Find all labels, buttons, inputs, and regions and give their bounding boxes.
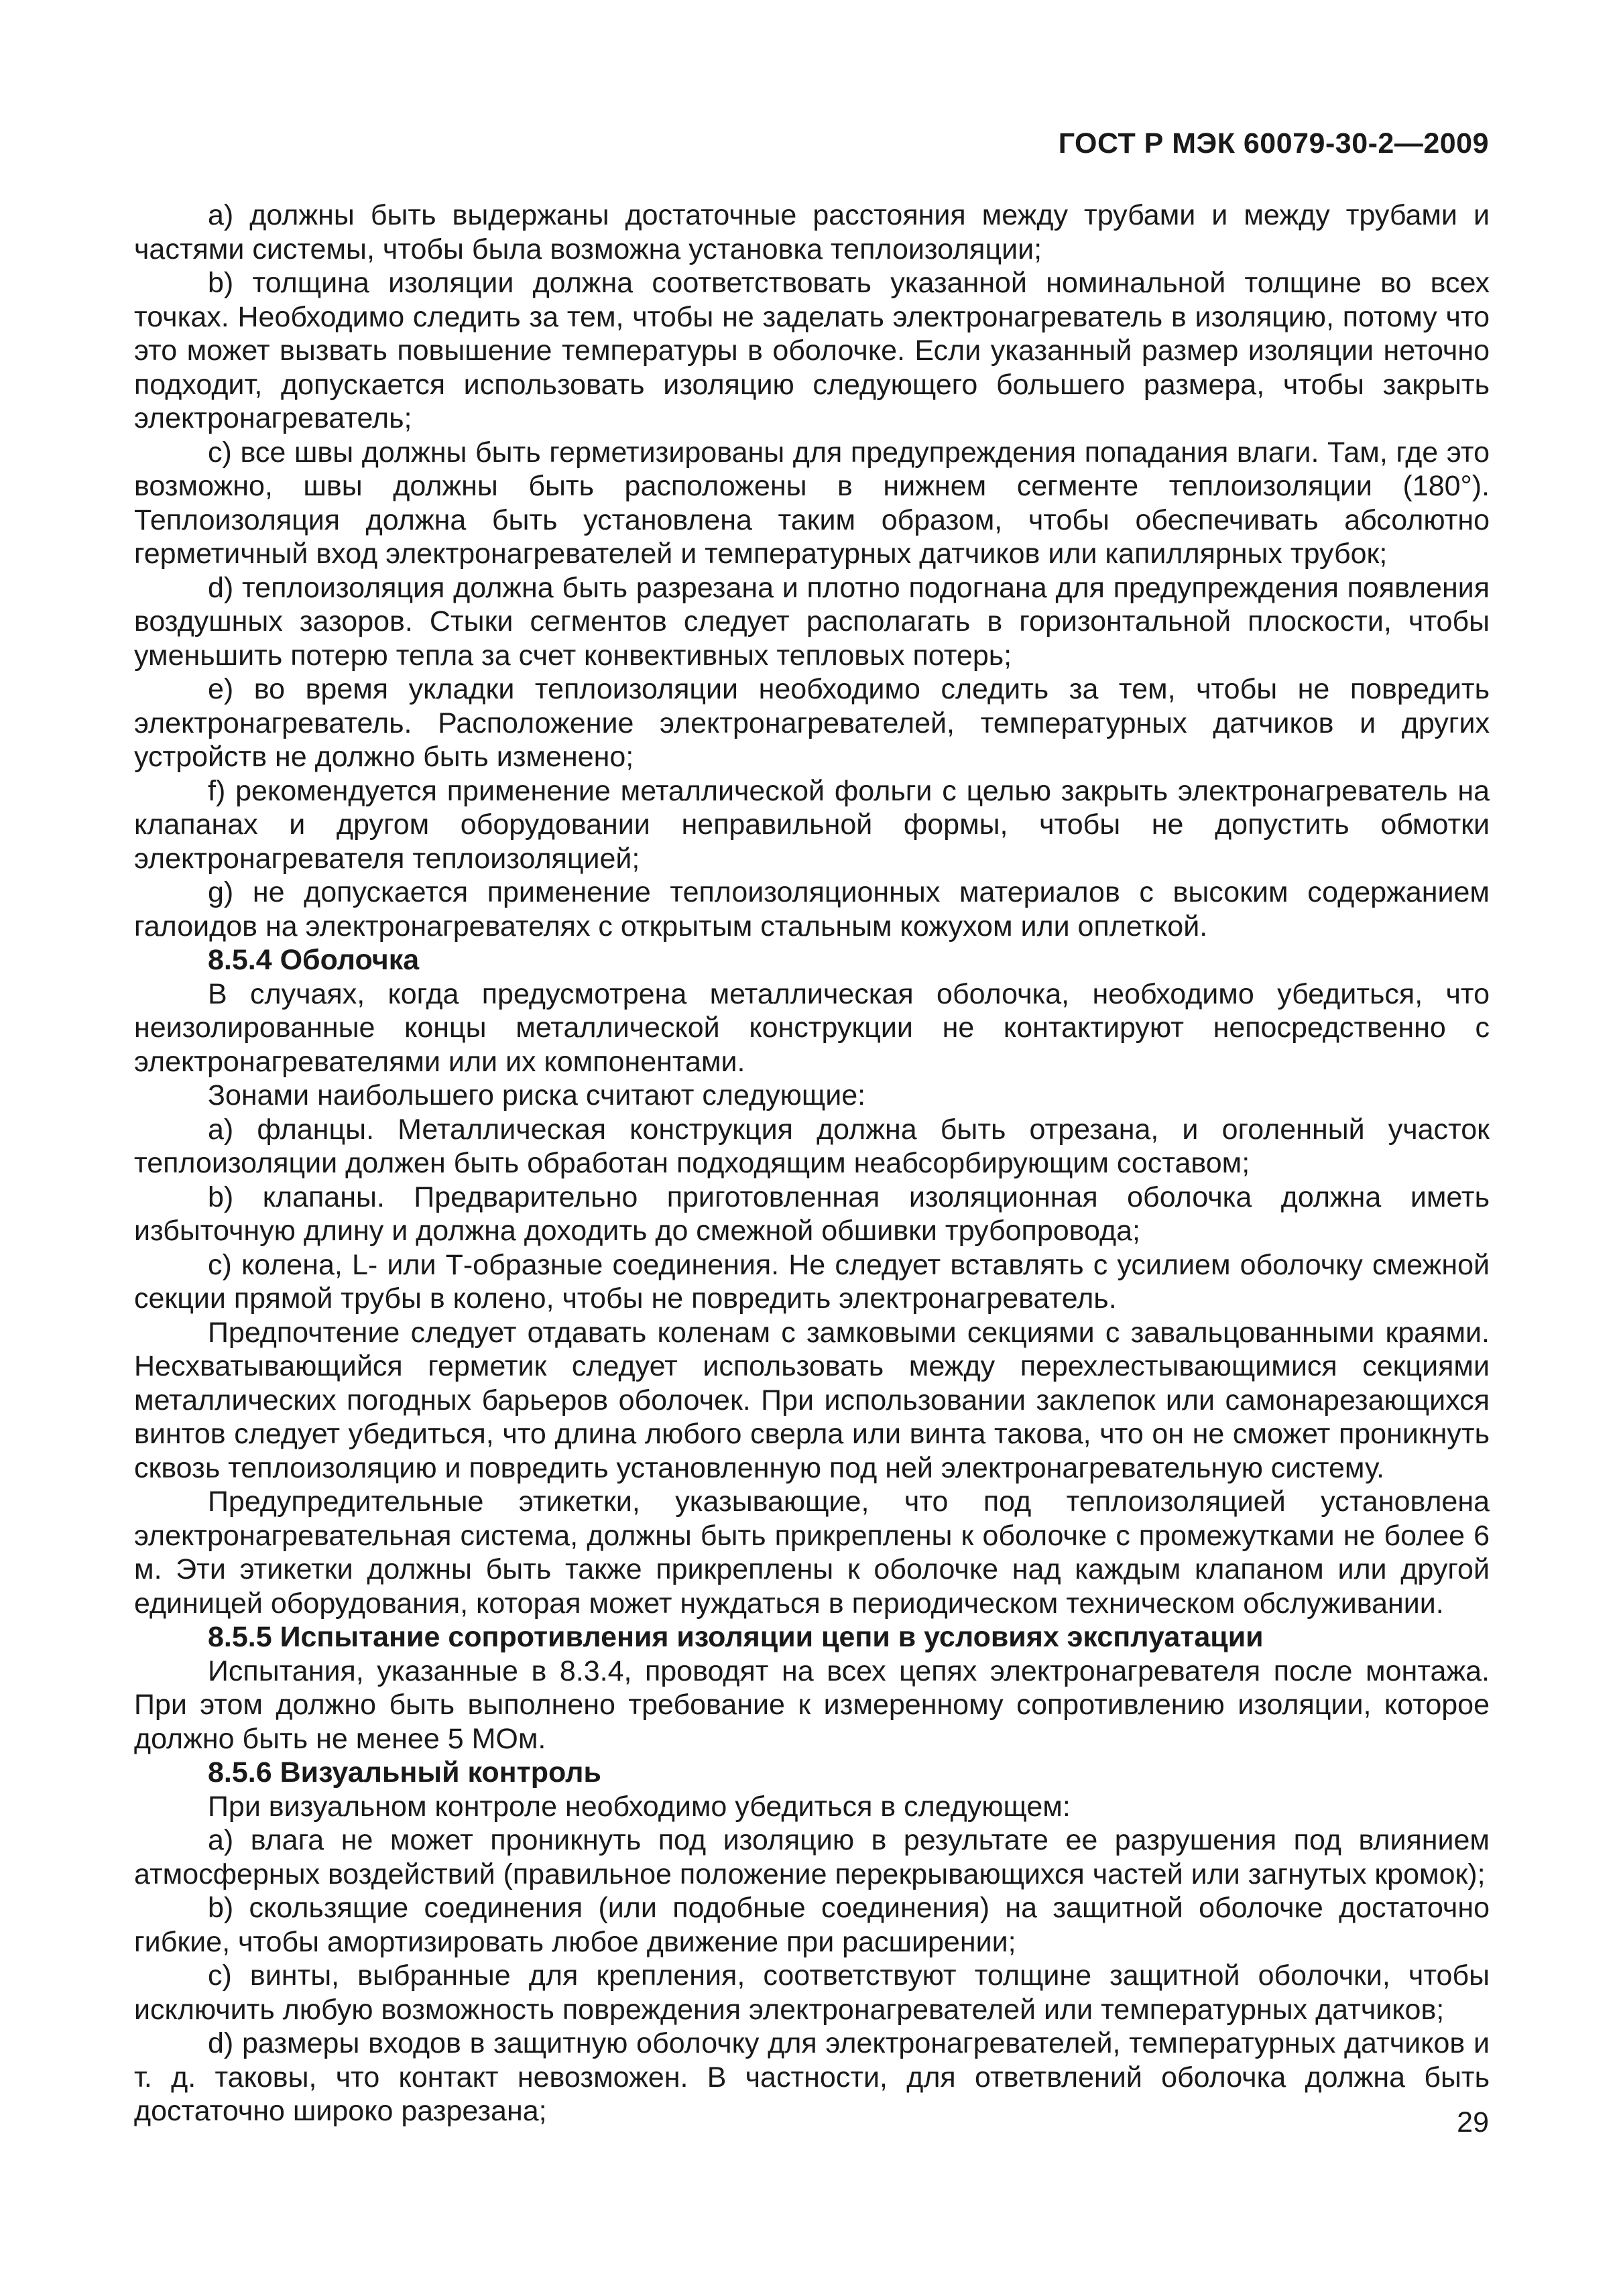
paragraph: Зонами наибольшего риска считают следующие: — [208, 1079, 866, 1111]
paragraph-item-b: b) клапаны. Предварительно приготовленная изоляционная оболочка должна иметь избыточную длину и должна доходить до смежной обшивки трубопровода; — [134, 1181, 1490, 1247]
paragraph-item-c: с) все швы должны быть герметизированы для предупреждения попадания влаги. Там, где это возможно, швы должны быть расположены в нижнем сегменте теплоизоляции (180°). Теплоизоляция должна быть установлена таким образом, чтобы обеспечивать абсолютно герметичный вход электронагревателей и температурных датчиков или капиллярных трубок; — [134, 436, 1490, 570]
paragraph-item-a: а) влага не может проникнуть под изоляцию в результате ее разрушения под влиянием атмосферных воздействий (правильное положение перекрывающихся частей или загнутых кромок); — [134, 1824, 1490, 1890]
paragraph-item-c: с) колена, L- или Т-образные соединения. Не следует вставлять с усилием оболочку смежной секции прямой трубы в колено, чтобы не повредить электронагреватель. — [134, 1248, 1490, 1315]
section-heading-8-5-4: 8.5.4 Оболочка — [208, 944, 420, 976]
paragraph: Предупредительные этикетки, указывающие, что под теплоизоляцией установлена электронагревательная система, должны быть прикреплены к оболочке с промежутками не более 6 м. Эти этикетки должны быть также прикреплены к оболочке над каждым клапаном или другой единицей оборудования, которая может нуждаться в периодическом техническом обслуживании. — [134, 1486, 1490, 1620]
paragraph-item-b: b) скользящие соединения (или подобные соединения) на защитной оболочке достаточно гибкие, чтобы амортизировать любое движение при расширении; — [134, 1892, 1490, 1958]
section-heading-8-5-6: 8.5.6 Визуальный контроль — [208, 1756, 601, 1789]
paragraph: В случаях, когда предусмотрена металлическая оболочка, необходимо убедиться, что неизолированные концы металлической конструкции не контактируют непосредственно с электронагревателями или их компонентами. — [134, 977, 1490, 1078]
paragraph-item-e: е) во время укладки теплоизоляции необходимо следить за тем, чтобы не повредить электронагреватель. Расположение электронагревателей, температурных датчиков и других устройств не должно быть изменено; — [134, 673, 1490, 773]
paragraph-item-c: с) винты, выбранные для крепления, соответствуют толщине защитной оболочки, чтобы исключить любую возможность повреждения электронагревателей или температурных датчиков; — [134, 1959, 1490, 2026]
document-body — [134, 198, 1490, 2128]
page-number: 29 — [1457, 2106, 1489, 2138]
section-heading-8-5-5: 8.5.5 Испытание сопротивления изоляции цепи в условиях эксплуатации — [208, 1621, 1264, 1653]
paragraph-item-d: d) размеры входов в защитную оболочку для электронагревателей, температурных датчиков и т. д. таковы, что контакт невозможен. В частности, для ответвлений оболочка должна быть достаточно широко разрезана; — [134, 2027, 1490, 2127]
paragraph: При визуальном контроле необходимо убедиться в следующем: — [208, 1790, 1071, 1823]
paragraph: Испытания, указанные в 8.3.4, проводят на всех цепях электронагревателя после монтажа. При этом должно быть выполнено требование к измеренному сопротивлению изоляции, которое должно быть не менее 5 МОм. — [134, 1654, 1490, 1755]
paragraph-item-a: а) фланцы. Металлическая конструкция должна быть отрезана, и оголенный участок теплоизоляции должен быть обработан подходящим неабсорбирующим составом; — [134, 1113, 1490, 1179]
paragraph-item-a: а) должны быть выдержаны достаточные расстояния между трубами и между трубами и частями системы, чтобы была возможна установка теплоизоляции; — [134, 199, 1490, 265]
paragraph-item-f: f) рекомендуется применение металлической фольги с целью закрыть электронагреватель на клапанах и другом оборудовании неправильной формы, чтобы не допустить обмотки электронагревателя теплоизоляцией; — [134, 774, 1490, 875]
paragraph: Предпочтение следует отдавать коленам с замковыми секциями с завальцованными краями. Несхватывающийся герметик следует использовать между перехлестывающимися секциями металлических погодных барьеров оболочек. При использовании заклепок или самонарезающихся винтов следует убедиться, что длина любого сверла или винта такова, что он не сможет проникнуть сквозь теплоизоляцию и повредить установленную под ней электронагревательную систему. — [134, 1316, 1490, 1484]
paragraph-item-d: d) теплоизоляция должна быть разрезана и плотно подогнана для предупреждения появления воздушных зазоров. Стыки сегментов следует располагать в горизонтальной плоскости, чтобы уменьшить потерю тепла за счет конвективных тепловых потерь; — [134, 571, 1490, 672]
document-header: ГОСТ Р МЭК 60079-30-2—2009 — [1058, 127, 1489, 160]
paragraph-item-g: g) не допускается применение теплоизоляционных материалов с высоким содержанием галоидов на электронагревателях с открытым стальным кожухом или оплеткой. — [134, 876, 1490, 943]
paragraph-item-b: b) толщина изоляции должна соответствовать указанной номинальной толщине во всех точках. Необходимо следить за тем, чтобы не заделать электронагреватель в изоляцию, потому что это может вызвать повышение температуры в оболочке. Если указанный размер изоляции неточно подходит, допускается использовать изоляцию следующего большего размера, чтобы закрыть электронагреватель; — [134, 267, 1490, 434]
